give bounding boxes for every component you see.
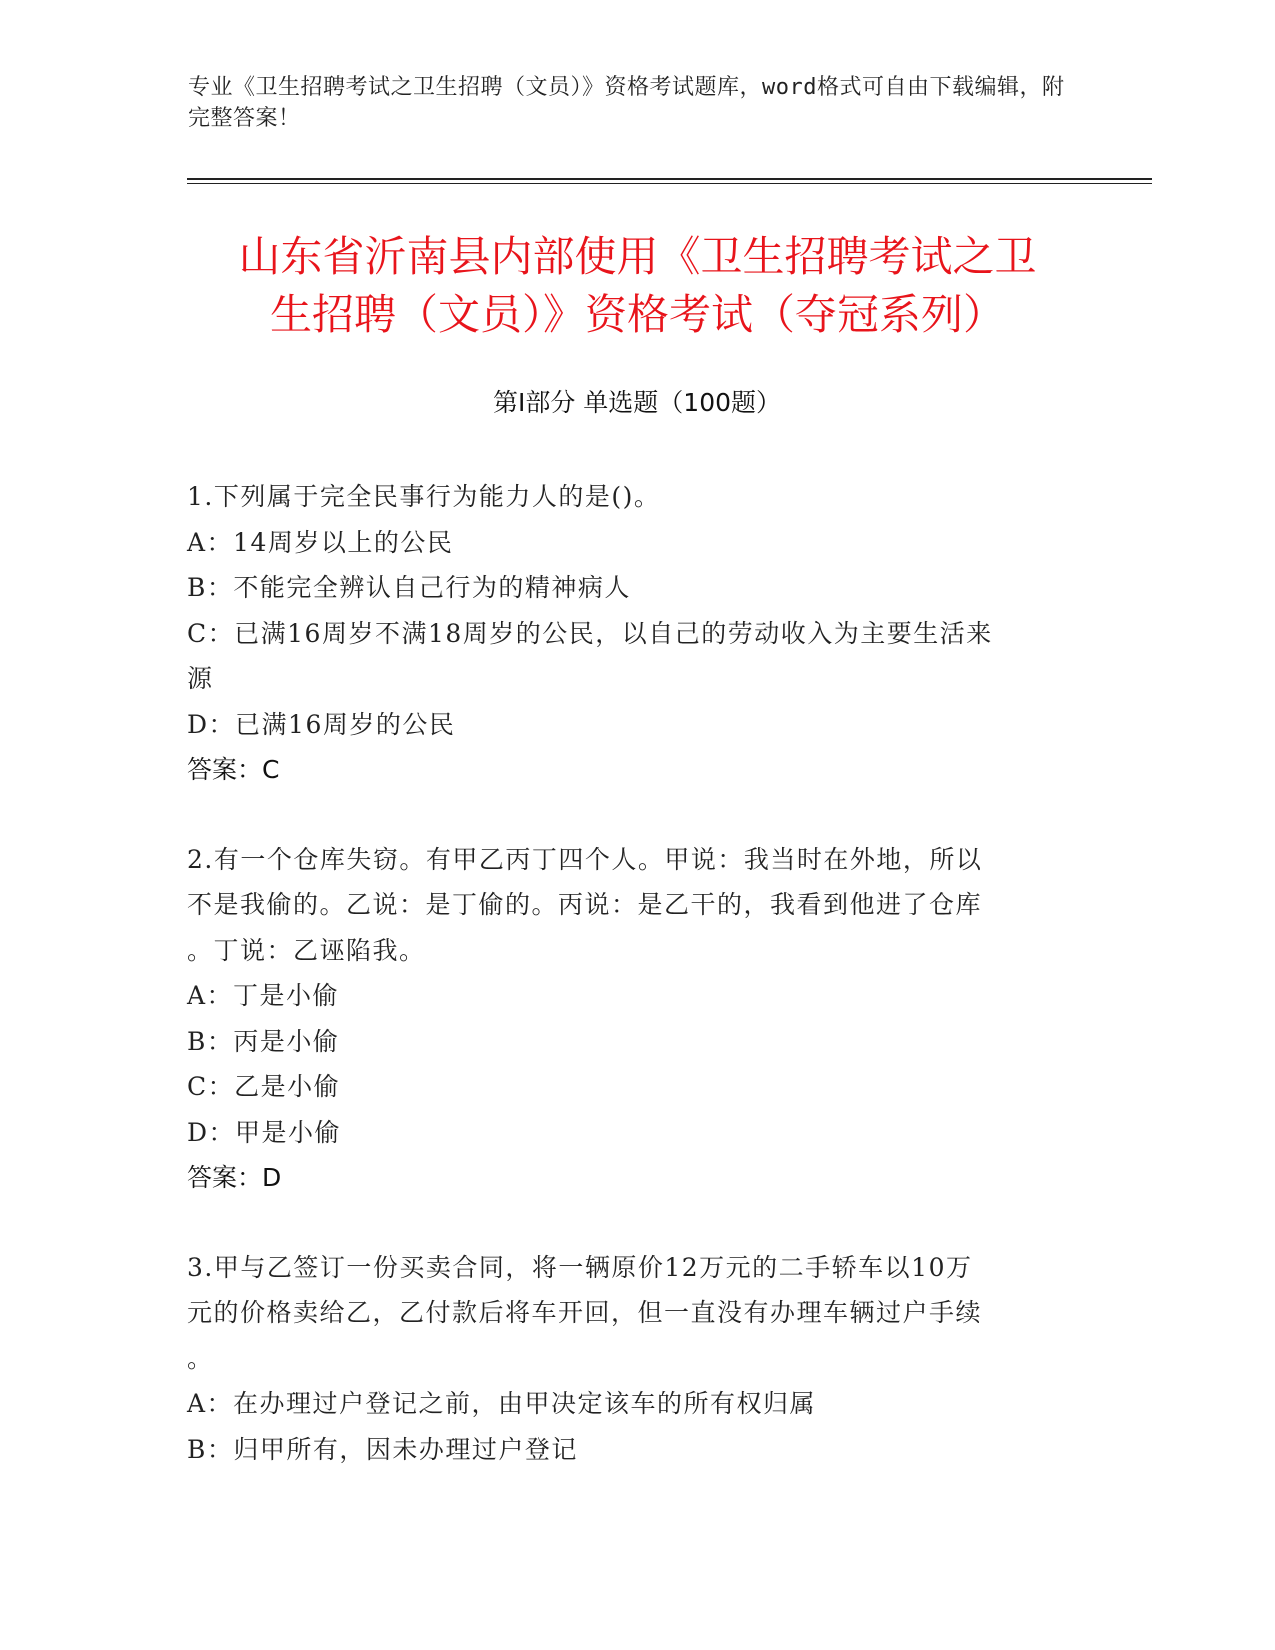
question-1-option-c-continued: 源: [187, 664, 214, 693]
question-1-answer: 答案：C: [187, 755, 280, 784]
question-2-option-b: B：丙是小偷: [187, 1026, 340, 1056]
question-1-option-a: A：14周岁以上的公民: [187, 527, 454, 557]
question-3-option-b: B：归甲所有，因未办理过户登记: [187, 1434, 578, 1464]
question-1-option-b: B：不能完全辨认自己行为的精神病人: [187, 573, 631, 602]
header-rule-thick: [187, 178, 1152, 180]
question-3-option-a: A：在办理过户登记之前，由甲决定该车的所有权归属: [187, 1389, 817, 1418]
section-title: 第Ⅰ部分 单选题（100题）: [492, 388, 782, 417]
question-2-option-c: C：乙是小偷: [187, 1072, 341, 1101]
question-2-option-a: A：丁是小偷: [187, 981, 340, 1010]
question-3-stem-line-1: 3.甲与乙签订一份买卖合同，将一辆原价12万元的二手轿车以10万: [187, 1252, 973, 1282]
question-3-stem-line-3: 。: [187, 1343, 214, 1373]
question-2-stem-line-1: 2.有一个仓库失窃。有甲乙丙丁四个人。甲说：我当时在外地，所以: [187, 844, 983, 874]
question-2-stem-line-3: 。丁说：乙诬陷我。: [187, 935, 426, 965]
question-2-answer: 答案：D: [187, 1163, 282, 1192]
question-2-option-d: D：甲是小偷: [187, 1117, 342, 1147]
document-title-line-2: 生招聘（文员）》资格考试（夺冠系列）: [269, 290, 1005, 339]
header-rule-thin: [187, 183, 1152, 184]
question-1: [187, 474, 1067, 793]
question-3: [187, 1245, 1067, 1473]
header-note: 专业《卫生招聘考试之卫生招聘（文员）》资格考试题库，word格式可自由下载编辑，附完整答案！: [188, 75, 1065, 131]
document-title: [150, 228, 1125, 344]
question-3-stem-line-2: 元的价格卖给乙，乙付款后将车开回，但一直没有办理车辆过户手续: [187, 1298, 983, 1327]
question-list: [187, 474, 1067, 1516]
question-1-stem: 1.下列属于完全民事行为能力人的是()。: [187, 482, 661, 511]
question-1-option-c: C：已满16周岁不满18周岁的公民，以自己的劳动收入为主要生活来: [187, 618, 993, 648]
document-title-line-1: 山东省沂南县内部使用《卫生招聘考试之卫: [238, 232, 1037, 281]
question-2: [187, 837, 1067, 1201]
question-2-stem-line-2: 不是我偷的。乙说：是丁偷的。丙说：是乙干的，我看到他进了仓库: [187, 890, 983, 919]
question-1-option-d: D：已满16周岁的公民: [187, 709, 456, 739]
